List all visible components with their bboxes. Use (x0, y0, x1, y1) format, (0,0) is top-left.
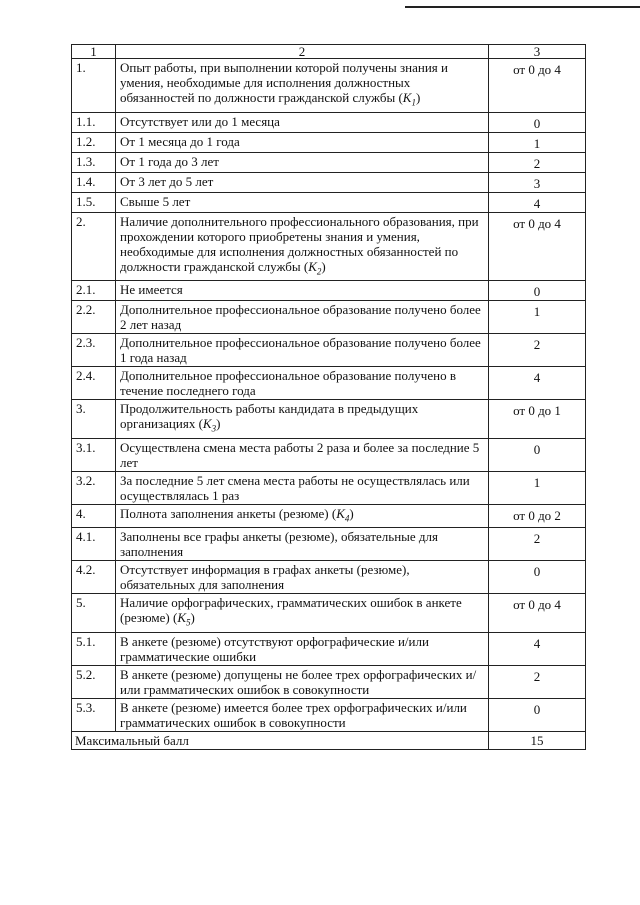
row-number: 2.2. (72, 301, 116, 334)
table-row (72, 528, 586, 561)
row-number: 2.4. (72, 367, 116, 400)
row-score-cell (489, 594, 586, 633)
row-score-cell (489, 665, 586, 698)
row-score-cell (489, 152, 586, 172)
row-criterion-text: От 1 года до 3 лет (116, 152, 489, 172)
table-row (72, 152, 586, 172)
row-number: 2.1. (72, 281, 116, 301)
table-row (72, 192, 586, 212)
table-row (72, 301, 586, 334)
row-score-cell (489, 59, 586, 113)
header-col-score: 3 (489, 45, 586, 59)
row-criterion-text: Дополнительное профессиональное образование получено более 2 лет назад (116, 301, 489, 334)
table-row (72, 438, 586, 471)
row-score-cell (489, 172, 586, 192)
table-row (72, 281, 586, 301)
row-number: 5. (72, 594, 116, 633)
row-number: 1.1. (72, 112, 116, 132)
row-score-cell (489, 192, 586, 212)
row-score: 4 (533, 635, 541, 651)
row-score-cell (489, 528, 586, 561)
row-criterion-text: Опыт работы, при выполнении которой получены знания и умения, необходимые для исполнения должностных обязанностей по должности гражданской службы $(K_1)$ (116, 59, 489, 113)
row-number: 2. (72, 212, 116, 281)
row-criterion-text: Наличие орфографических, грамматических ошибок в анкете (резюме) $(K_5)$ (116, 594, 489, 633)
row-score: 2 (533, 155, 541, 171)
row-score-cell (489, 504, 586, 528)
header-col-number: 1 (72, 45, 116, 59)
row-criterion-text: От 3 лет до 5 лет (116, 172, 489, 192)
row-criterion-text: В анкете (резюме) допущены не более трех орфографических и/или грамматических ошибок в совокупности (116, 665, 489, 698)
row-score-cell (489, 698, 586, 731)
table-row (72, 471, 586, 504)
row-number: 4.2. (72, 561, 116, 594)
row-number: 1. (72, 59, 116, 113)
row-number: 3. (72, 400, 116, 439)
row-score: 2 (533, 531, 541, 547)
row-score: от 0 до 1 (513, 403, 561, 419)
row-score-cell (489, 471, 586, 504)
row-criterion-text: Свыше 5 лет (116, 192, 489, 212)
table-header-row (72, 45, 586, 59)
table-row (72, 665, 586, 698)
table-row (72, 112, 586, 132)
row-score: от 0 до 4 (513, 62, 561, 77)
row-number: 5.1. (72, 632, 116, 665)
row-score: от 0 до 2 (513, 507, 561, 523)
criteria-table-container (71, 44, 586, 750)
row-score-cell (489, 212, 586, 281)
table-row (72, 132, 586, 152)
table-row (72, 561, 586, 594)
row-number: 1.3. (72, 152, 116, 172)
row-number: 5.2. (72, 665, 116, 698)
row-criterion-text: Отсутствует или до 1 месяца (116, 112, 489, 132)
row-number: 1.5. (72, 192, 116, 212)
header-col-criterion: 2 (116, 45, 489, 59)
top-rule (405, 6, 640, 8)
total-value: 15 (489, 731, 586, 749)
row-score: 4 (533, 370, 541, 386)
table-row (72, 172, 586, 192)
row-score-cell (489, 632, 586, 665)
row-criterion-text: Не имеется (116, 281, 489, 301)
row-criterion-text: От 1 месяца до 1 года (116, 132, 489, 152)
row-score: 1 (533, 304, 541, 320)
row-score: 0 (533, 441, 541, 457)
row-score: 1 (533, 135, 541, 151)
row-score: 0 (533, 701, 541, 717)
row-score: 0 (533, 564, 541, 580)
row-criterion-text: В анкете (резюме) имеется более трех орфографических и/или грамматических ошибок в совокупности (116, 698, 489, 731)
table-row (72, 59, 586, 113)
row-number: 2.3. (72, 334, 116, 367)
table-row (72, 594, 586, 633)
row-score-cell (489, 367, 586, 400)
row-number: 4. (72, 504, 116, 528)
row-score-cell (489, 281, 586, 301)
row-score: 2 (533, 668, 541, 684)
row-number: 3.2. (72, 471, 116, 504)
row-score-cell (489, 301, 586, 334)
criteria-table-body (72, 45, 586, 750)
row-criterion-text: Полнота заполнения анкеты (резюме) $(K_4)$ (116, 504, 489, 528)
row-number: 4.1. (72, 528, 116, 561)
criteria-table (71, 44, 586, 750)
row-criterion-text: Осуществлена смена места работы 2 раза и более за последние 5 лет (116, 438, 489, 471)
row-score: от 0 до 4 (513, 597, 561, 613)
row-score: 3 (533, 175, 541, 191)
row-score: 4 (533, 195, 541, 211)
row-criterion-text: Отсутствует информация в графах анкеты (резюме), обязательных для заполнения (116, 561, 489, 594)
row-criterion-text: Продолжительность работы кандидата в предыдущих организациях $(K_3)$ (116, 400, 489, 439)
table-row (72, 632, 586, 665)
row-criterion-text: За последние 5 лет смена места работы не осуществлялась или осуществлялась 1 раз (116, 471, 489, 504)
table-row (72, 334, 586, 367)
row-score: 0 (533, 284, 541, 300)
table-row (72, 367, 586, 400)
row-score-cell (489, 561, 586, 594)
row-score: 0 (533, 115, 541, 131)
row-criterion-text: Наличие дополнительного профессионального образования, при прохождении которого приобретены знания и умения, необходимые для исполнения должностных обязанностей по должности гражданской службы $(K_2)$ (116, 212, 489, 281)
row-score-cell (489, 438, 586, 471)
row-score: 2 (533, 337, 541, 353)
row-score-cell (489, 112, 586, 132)
row-score-cell (489, 334, 586, 367)
total-row (72, 731, 586, 749)
row-number: 1.4. (72, 172, 116, 192)
row-score: 1 (533, 474, 541, 490)
row-score-cell (489, 400, 586, 439)
table-row (72, 212, 586, 281)
row-criterion-text: Заполнены все графы анкеты (резюме), обязательные для заполнения (116, 528, 489, 561)
row-number: 3.1. (72, 438, 116, 471)
table-row (72, 698, 586, 731)
row-number: 5.3. (72, 698, 116, 731)
row-number: 1.2. (72, 132, 116, 152)
total-label: Максимальный балл (72, 731, 489, 749)
row-score-cell (489, 132, 586, 152)
table-row (72, 504, 586, 528)
row-score: от 0 до 4 (513, 215, 561, 231)
row-criterion-text: Дополнительное профессиональное образование получено более 1 года назад (116, 334, 489, 367)
table-row (72, 400, 586, 439)
row-criterion-text: Дополнительное профессиональное образование получено в течение последнего года (116, 367, 489, 400)
row-criterion-text: В анкете (резюме) отсутствуют орфографические и/или грамматические ошибки (116, 632, 489, 665)
